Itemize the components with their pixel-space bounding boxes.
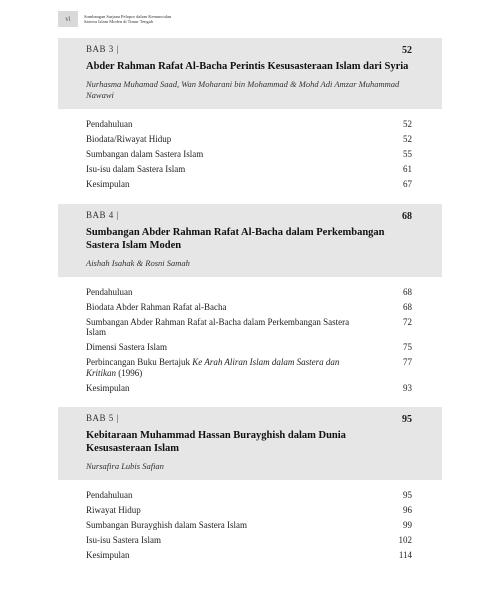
- toc-entry[interactable]: Biodata Abder Rahman Rafat al-Bacha 68: [86, 301, 412, 312]
- toc-entry[interactable]: Biodata/Riwayat Hidup 52: [86, 134, 412, 144]
- chapter-header: [58, 38, 442, 109]
- chapter-start-page: 95: [402, 414, 412, 425]
- chapter-header: [58, 407, 442, 480]
- toc-entry[interactable]: Sumbangan dalam Sastera Islam 55: [86, 149, 412, 159]
- toc-entry[interactable]: Kesimpulan 114: [86, 550, 412, 560]
- chapter-entries: [58, 480, 442, 561]
- toc-entry[interactable]: Pendahuluan 95: [86, 490, 412, 500]
- toc-entry[interactable]: Dimensi Sastera Islam 75: [86, 342, 412, 352]
- chapter-header: [58, 204, 442, 277]
- running-head-line: Sumbangan Sarjana Pelopor dalam Kemunculan: [84, 13, 172, 19]
- running-head: [84, 14, 171, 25]
- chapter-label: BAB 5 |: [86, 413, 120, 423]
- running-head-line: Sastera Islam Moden di Timur Tengah: [84, 19, 153, 24]
- chapter-label: BAB 3 |: [86, 44, 120, 54]
- page-header: [58, 8, 438, 30]
- chapter-bab-3: [58, 38, 442, 190]
- chapter-authors: Nurhasma Muhamad Saad, Wan Moharani bin Mohammad & Mohd Adi Amzar Muhammad Nawawi: [86, 79, 400, 100]
- toc-entry[interactable]: Kesimpulan 67: [86, 179, 412, 189]
- chapter-start-page: 68: [402, 210, 412, 222]
- chapter-title: Kebitaraan Muhammad Hassan Burayghish dalam Dunia Kesusasteraan Islam: [86, 430, 346, 454]
- chapter-authors: Aishah Isahak & Rosni Samah: [86, 257, 190, 268]
- chapter-bab-4: [58, 204, 442, 394]
- page-number: vi: [58, 11, 78, 27]
- chapter-start-page: 52: [402, 45, 412, 56]
- chapter-entries: [58, 109, 442, 190]
- toc-entry[interactable]: Perbincangan Buku Bertajuk Ke Arah Aliran Islam dalam Sastera dan Kritikan (1996) 77: [86, 357, 412, 378]
- toc-entry[interactable]: Sumbangan Burayghish dalam Sastera Islam 99: [86, 520, 412, 530]
- chapter-bab-5: [58, 407, 442, 561]
- toc-entry[interactable]: Isu-isu dalam Sastera Islam 61: [86, 164, 412, 174]
- chapter-label: BAB 4 |: [86, 209, 120, 220]
- toc-entry[interactable]: Pendahuluan 68: [86, 286, 412, 297]
- toc-entry[interactable]: Sumbangan Abder Rahman Rafat al-Bacha dalam Perkembangan Sastera Islam 72: [86, 316, 412, 337]
- toc-entry[interactable]: Riwayat Hidup 96: [86, 505, 412, 515]
- chapter-authors: Nursafira Lubis Safian: [86, 461, 164, 471]
- chapter-title: Abder Rahman Rafat Al-Bacha Perintis Kesusasteraan Islam dari Syria: [86, 61, 409, 72]
- chapter-title: Sumbangan Abder Rahman Rafat Al-Bacha dalam Perkembangan Sastera Islam Moden: [86, 226, 385, 251]
- toc-entry[interactable]: Kesimpulan 93: [86, 382, 412, 393]
- toc-entry[interactable]: Isu-isu Sastera Islam 102: [86, 535, 412, 545]
- table-of-contents: [58, 38, 442, 575]
- chapter-entries: [58, 277, 442, 394]
- toc-entry[interactable]: Pendahuluan 52: [86, 119, 412, 129]
